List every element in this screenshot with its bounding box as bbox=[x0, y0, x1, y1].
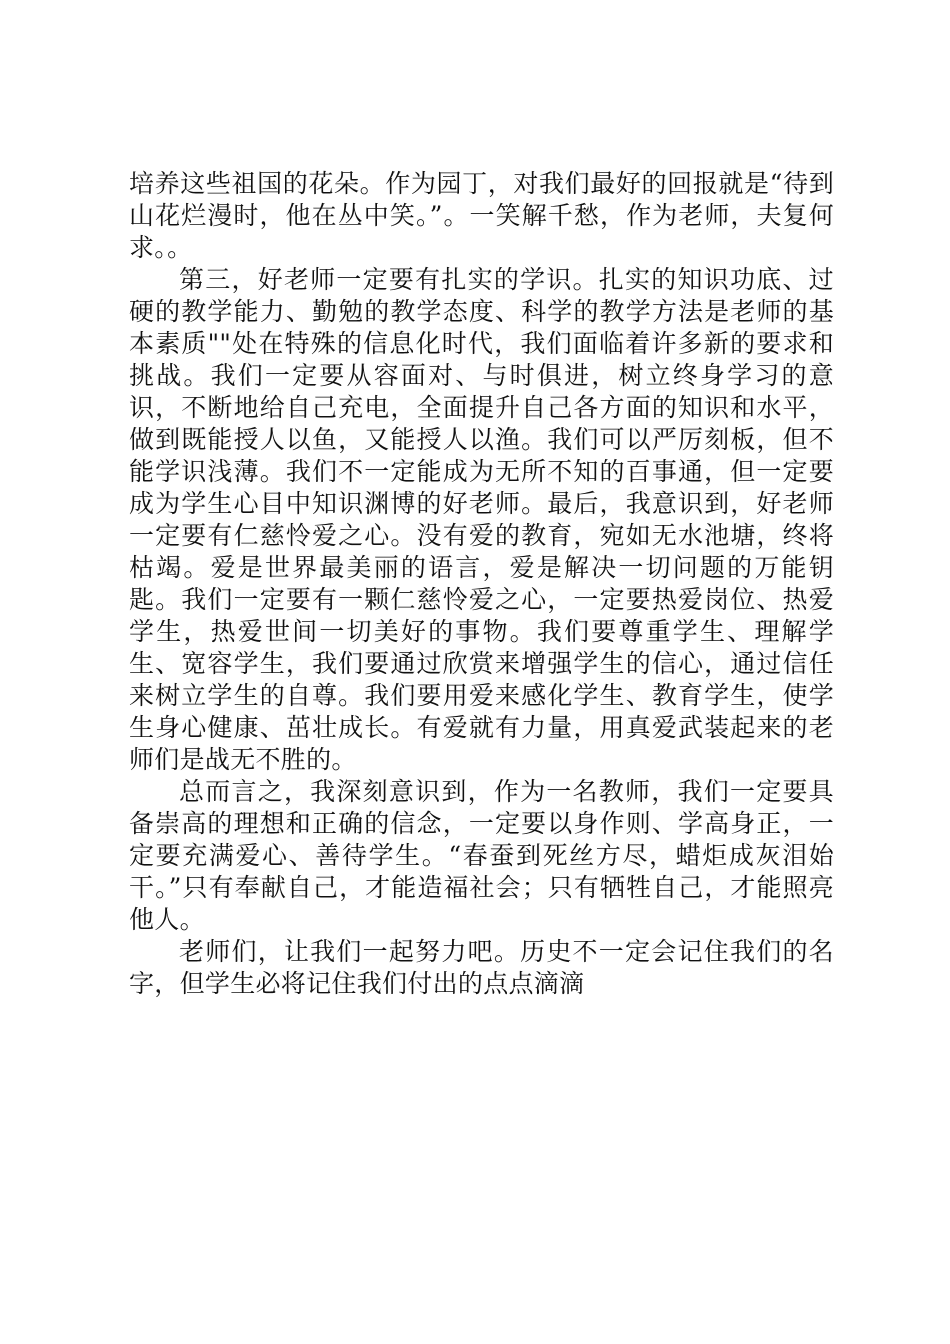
paragraph-3: 总而言之，我深刻意识到，作为一名教师，我们一定要具备崇高的理想和正确的信念，一定要以身作则、学高身正，一定要充满爱心、善待学生。“春蚕到死丝方尽，蜡炬成灰泪始干。”只有奉献自己，才能造福社会；只有牺牲自己，才能照亮他人。 bbox=[129, 777, 834, 934]
paragraph-2: 第三，好老师一定要有扎实的学识。扎实的知识功底、过硬的教学能力、勤勉的教学态度、科学的教学方法是老师的基本素质""处在特殊的信息化时代，我们面临着许多新的要求和挑战。我们一定要从容面对、与时俱进，树立终身学习的意识，不断地给自己充电，全面提升自己各方面的知识和水平，做到既能授人以鱼，又能授人以渔。我们可以严厉刻板，但不能学识浅薄。我们不一定能成为无所不知的百事通，但一定要成为学生心目中知识渊博的好老师。最后，我意识到，好老师一定要有仁慈怜爱之心。没有爱的教育，宛如无水池塘，终将枯竭。爱是世界最美丽的语言，爱是解决一切问题的万能钥匙。我们一定要有一颗仁慈怜爱之心，一定要热爱岗位、热爱学生，热爱世间一切美好的事物。我们要尊重学生、理解学生、宽容学生，我们要通过欣赏来增强学生的信心，通过信任来树立学生的自尊。我们要用爱来感化学生、教育学生，使学生身心健康、茁壮成长。有爱就有力量，用真爱武装起来的老师们是战无不胜的。 bbox=[129, 265, 834, 774]
body-text bbox=[129, 168, 834, 1000]
paragraph-4: 老师们，让我们一起努力吧。历史不一定会记住我们的名字，但学生必将记住我们付出的点点滴滴 bbox=[129, 937, 834, 998]
paragraph-1: 培养这些祖国的花朵。作为园丁，对我们最好的回报就是“待到山花烂漫时，他在丛中笑。”。一笑解千愁，作为老师，夫复何求。。 bbox=[129, 169, 834, 262]
